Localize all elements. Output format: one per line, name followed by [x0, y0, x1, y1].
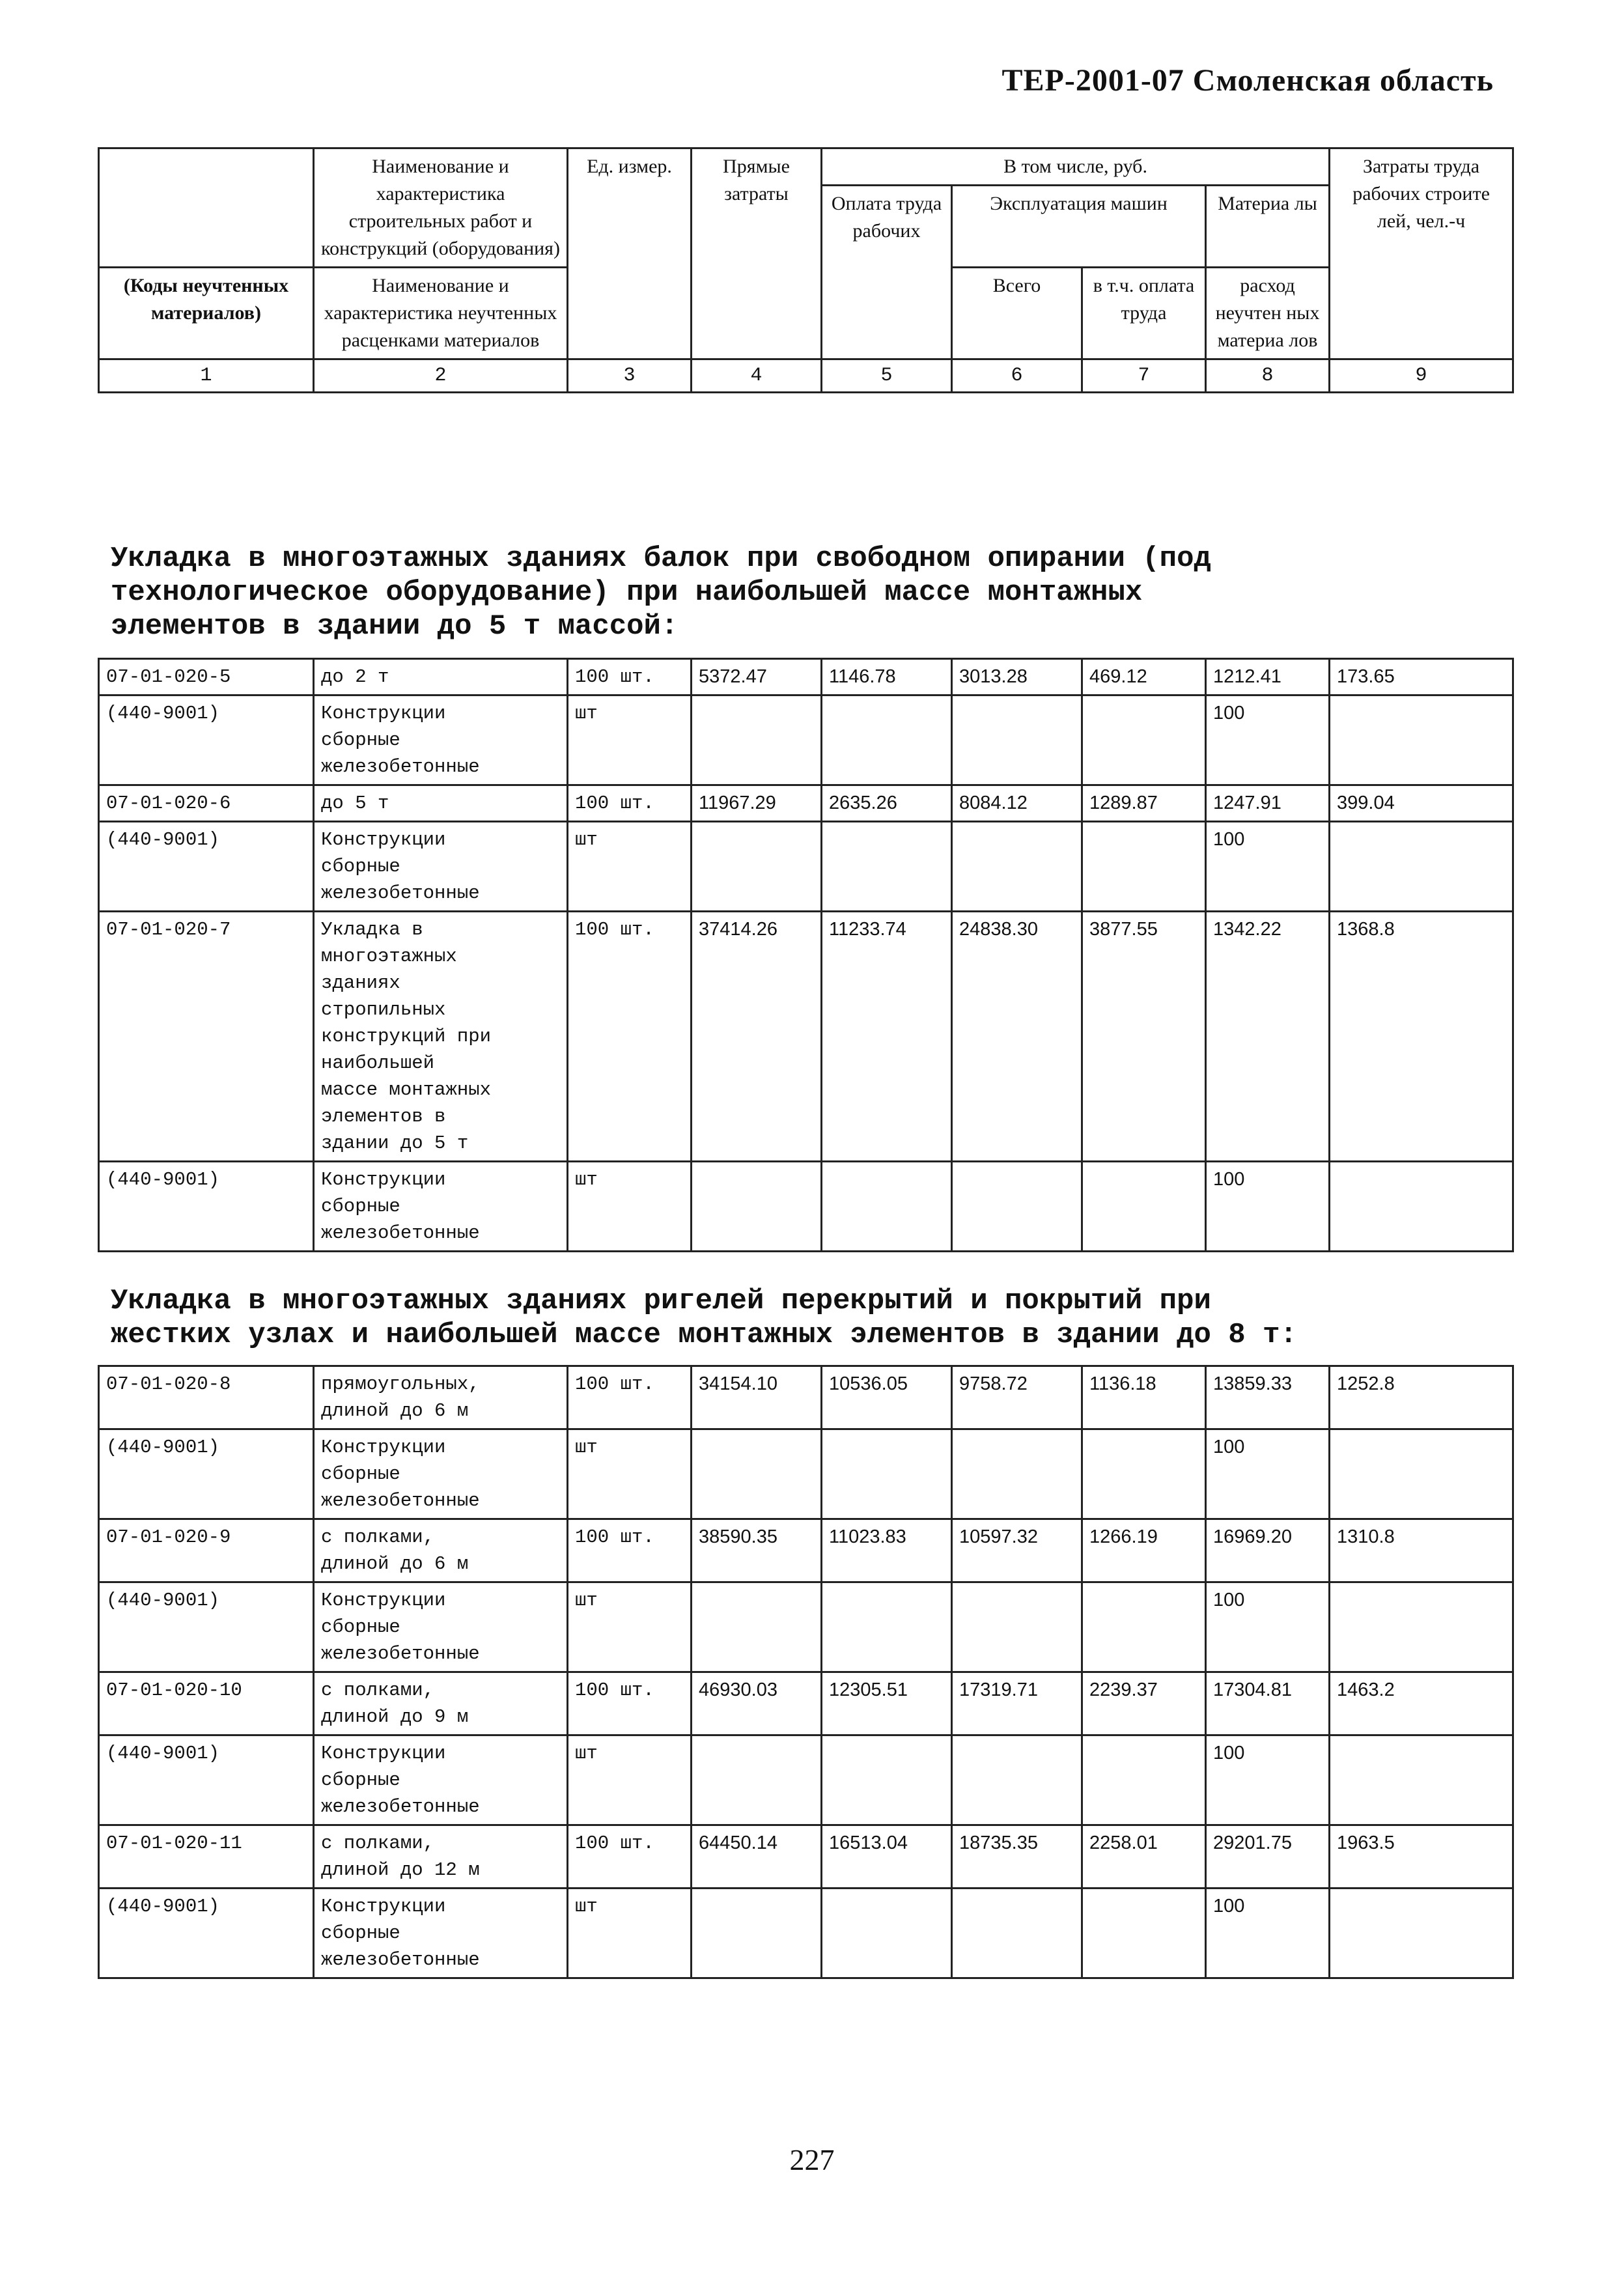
machine-labor-cell: 3877.55	[1082, 912, 1206, 1162]
labor-hours-cell: 1963.5	[1330, 1825, 1513, 1889]
machine-total-cell: 8084.12	[952, 785, 1082, 822]
direct-costs-cell: 46930.03	[692, 1672, 822, 1735]
item-name: до 5 т	[314, 785, 568, 822]
incl-rub-header: В том числе, руб.	[822, 148, 1330, 186]
section-1-table	[98, 658, 1514, 1252]
rate-code: 07-01-020-6	[99, 785, 314, 822]
machine-total-cell: 10597.32	[952, 1519, 1082, 1582]
labor-pay-cell: 2635.26	[822, 785, 952, 822]
section-1-title: Укладка в многоэтажных зданиях балок при свободном опирании (под технологическое оборудование) при наибольшей массе монтажных элементов в здании до 5 т массой:	[111, 542, 1211, 643]
item-name: Конструкции сборные железобетонные	[314, 1429, 568, 1519]
materials-cell: 100	[1206, 1735, 1330, 1825]
labor-pay-cell: 11023.83	[822, 1519, 952, 1582]
labor-pay-cell	[822, 1889, 952, 1978]
rate-code: 07-01-020-10	[99, 1672, 314, 1735]
item-name: Конструкции сборные железобетонные	[314, 1735, 568, 1825]
column-number: 3	[568, 359, 692, 393]
materials-cell: 100	[1206, 1429, 1330, 1519]
machine-labor-cell	[1082, 1582, 1206, 1672]
machine-labor-cell: 2239.37	[1082, 1672, 1206, 1735]
item-name: Конструкции сборные железобетонные	[314, 695, 568, 785]
labor-hours-cell: 1368.8	[1330, 912, 1513, 1162]
labor-pay-cell	[822, 695, 952, 785]
item-name: до 2 т	[314, 659, 568, 695]
machine-total-cell	[952, 1735, 1082, 1825]
item-name: Укладка в многоэтажных зданиях стропильных конструкций при наибольшей массе монтажных элементов в здании до 5 т	[314, 912, 568, 1162]
machine-total-cell	[952, 1889, 1082, 1978]
rate-row	[99, 912, 1513, 1162]
rate-row	[99, 785, 1513, 822]
machine-total-cell: 17319.71	[952, 1672, 1082, 1735]
unit-cell: 100 шт.	[568, 1825, 692, 1889]
labor-pay-cell	[822, 1735, 952, 1825]
item-name: с полками, длиной до 12 м	[314, 1825, 568, 1889]
machine-operation-header: Эксплуатация машин	[952, 186, 1206, 268]
unit-cell: шт	[568, 1582, 692, 1672]
item-name: Конструкции сборные железобетонные	[314, 1889, 568, 1978]
rate-row	[99, 659, 1513, 695]
rate-code: (440-9001)	[99, 1429, 314, 1519]
column-number: 4	[692, 359, 822, 393]
material-name-header: Наименование и характеристика неучтенных расценками материалов	[314, 268, 568, 359]
unaccounted-materials-header: расход неучтен ных материа лов	[1206, 268, 1330, 359]
labor-pay-cell	[822, 1582, 952, 1672]
direct-costs-cell: 64450.14	[692, 1825, 822, 1889]
machine-labor-cell	[1082, 1889, 1206, 1978]
machine-labor-header: в т.ч. оплата труда	[1082, 268, 1206, 359]
rate-code: (440-9001)	[99, 1162, 314, 1252]
column-number: 2	[314, 359, 568, 393]
rate-code: (440-9001)	[99, 1735, 314, 1825]
direct-costs-cell	[692, 1582, 822, 1672]
material-row	[99, 1735, 1513, 1825]
unit-cell: шт	[568, 695, 692, 785]
direct-costs-cell: 34154.10	[692, 1366, 822, 1429]
labor-hours-cell: 173.65	[1330, 659, 1513, 695]
unit-cell: 100 шт.	[568, 659, 692, 695]
column-header-table	[98, 147, 1514, 393]
machine-total-cell: 9758.72	[952, 1366, 1082, 1429]
machine-total-cell	[952, 1429, 1082, 1519]
labor-pay-cell	[822, 1162, 952, 1252]
rate-row	[99, 1366, 1513, 1429]
labor-pay-header: Оплата труда рабочих	[822, 186, 952, 359]
rate-row	[99, 1519, 1513, 1582]
machine-labor-cell: 2258.01	[1082, 1825, 1206, 1889]
rate-code: (440-9001)	[99, 822, 314, 912]
rate-code: (440-9001)	[99, 695, 314, 785]
unit-cell: шт	[568, 1889, 692, 1978]
labor-pay-cell: 12305.51	[822, 1672, 952, 1735]
unit-cell: шт	[568, 1162, 692, 1252]
direct-costs-cell: 38590.35	[692, 1519, 822, 1582]
unit-cell: шт	[568, 1735, 692, 1825]
materials-cell: 100	[1206, 1582, 1330, 1672]
materials-cell: 13859.33	[1206, 1366, 1330, 1429]
rate-code: (440-9001)	[99, 1582, 314, 1672]
direct-costs-header: Прямые затраты	[692, 148, 822, 359]
machine-total-cell	[952, 1162, 1082, 1252]
rate-code: 07-01-020-5	[99, 659, 314, 695]
materials-header: Материа лы	[1206, 186, 1330, 268]
labor-costs-header: Затраты труда рабочих строите лей, чел.-ч	[1330, 148, 1513, 359]
item-name: Конструкции сборные железобетонные	[314, 1582, 568, 1672]
direct-costs-cell	[692, 822, 822, 912]
machine-labor-cell: 1289.87	[1082, 785, 1206, 822]
section-2-title: Укладка в многоэтажных зданиях ригелей перекрытий и покрытий при жестких узлах и наибольшей массе монтажных элементов в здании до 8 т:	[111, 1285, 1297, 1351]
labor-pay-cell: 10536.05	[822, 1366, 952, 1429]
direct-costs-cell	[692, 1889, 822, 1978]
labor-hours-cell	[1330, 1582, 1513, 1672]
materials-cell: 1212.41	[1206, 659, 1330, 695]
direct-costs-cell	[692, 1735, 822, 1825]
machine-labor-cell	[1082, 695, 1206, 785]
labor-hours-cell: 1463.2	[1330, 1672, 1513, 1735]
machine-labor-cell: 469.12	[1082, 659, 1206, 695]
column-number: 8	[1206, 359, 1330, 393]
materials-cell: 17304.81	[1206, 1672, 1330, 1735]
rate-code: 07-01-020-8	[99, 1366, 314, 1429]
machine-labor-cell: 1266.19	[1082, 1519, 1206, 1582]
labor-hours-cell	[1330, 1162, 1513, 1252]
labor-pay-cell	[822, 822, 952, 912]
materials-cell: 1247.91	[1206, 785, 1330, 822]
machine-total-cell: 3013.28	[952, 659, 1082, 695]
labor-hours-cell: 1252.8	[1330, 1366, 1513, 1429]
materials-cell: 100	[1206, 695, 1330, 785]
material-row	[99, 822, 1513, 912]
item-name: с полками, длиной до 6 м	[314, 1519, 568, 1582]
column-number: 9	[1330, 359, 1513, 393]
rate-row	[99, 1672, 1513, 1735]
machine-labor-cell	[1082, 1735, 1206, 1825]
labor-hours-cell: 399.04	[1330, 785, 1513, 822]
material-row	[99, 695, 1513, 785]
codes-header: (Коды неучтенных материалов)	[99, 268, 314, 359]
labor-hours-cell	[1330, 695, 1513, 785]
labor-hours-cell	[1330, 1429, 1513, 1519]
unit-cell: 100 шт.	[568, 1366, 692, 1429]
column-number: 7	[1082, 359, 1206, 393]
direct-costs-cell	[692, 1162, 822, 1252]
labor-hours-cell: 1310.8	[1330, 1519, 1513, 1582]
material-row	[99, 1889, 1513, 1978]
materials-cell: 1342.22	[1206, 912, 1330, 1162]
material-row	[99, 1162, 1513, 1252]
direct-costs-cell: 11967.29	[692, 785, 822, 822]
rate-code: 07-01-020-7	[99, 912, 314, 1162]
labor-hours-cell	[1330, 1889, 1513, 1978]
document-title: ТЕР-2001-07 Смоленская область	[1001, 63, 1494, 98]
materials-cell: 100	[1206, 1162, 1330, 1252]
direct-costs-cell	[692, 1429, 822, 1519]
machine-total-cell	[952, 695, 1082, 785]
material-row	[99, 1582, 1513, 1672]
labor-pay-cell: 1146.78	[822, 659, 952, 695]
machine-labor-cell	[1082, 1162, 1206, 1252]
item-name: с полками, длиной до 9 м	[314, 1672, 568, 1735]
materials-cell: 100	[1206, 822, 1330, 912]
unit-header: Ед. измер.	[568, 148, 692, 359]
column-number: 1	[99, 359, 314, 393]
column-number: 5	[822, 359, 952, 393]
column-number: 6	[952, 359, 1082, 393]
unit-cell: 100 шт.	[568, 785, 692, 822]
labor-pay-cell: 11233.74	[822, 912, 952, 1162]
materials-cell: 29201.75	[1206, 1825, 1330, 1889]
direct-costs-cell: 5372.47	[692, 659, 822, 695]
item-name: прямоугольных, длиной до 6 м	[314, 1366, 568, 1429]
codes-header-top	[99, 148, 314, 268]
direct-costs-cell	[692, 695, 822, 785]
unit-cell: 100 шт.	[568, 912, 692, 1162]
machine-total-cell	[952, 1582, 1082, 1672]
unit-cell: шт	[568, 1429, 692, 1519]
unit-cell: 100 шт.	[568, 1519, 692, 1582]
unit-cell: шт	[568, 822, 692, 912]
labor-pay-cell: 16513.04	[822, 1825, 952, 1889]
labor-pay-cell	[822, 1429, 952, 1519]
direct-costs-cell: 37414.26	[692, 912, 822, 1162]
rate-code: 07-01-020-9	[99, 1519, 314, 1582]
machine-total-cell: 18735.35	[952, 1825, 1082, 1889]
machine-total-cell	[952, 822, 1082, 912]
machine-total-header: Всего	[952, 268, 1082, 359]
rate-code: 07-01-020-11	[99, 1825, 314, 1889]
machine-labor-cell: 1136.18	[1082, 1366, 1206, 1429]
work-name-header: Наименование и характеристика строительных работ и конструкций (оборудования)	[314, 148, 568, 268]
section-2-table	[98, 1365, 1514, 1979]
item-name: Конструкции сборные железобетонные	[314, 1162, 568, 1252]
machine-total-cell: 24838.30	[952, 912, 1082, 1162]
rate-code: (440-9001)	[99, 1889, 314, 1978]
page-number: 227	[789, 2143, 835, 2176]
materials-cell: 16969.20	[1206, 1519, 1330, 1582]
item-name: Конструкции сборные железобетонные	[314, 822, 568, 912]
labor-hours-cell	[1330, 1735, 1513, 1825]
rate-row	[99, 1825, 1513, 1889]
machine-labor-cell	[1082, 822, 1206, 912]
labor-hours-cell	[1330, 822, 1513, 912]
unit-cell: 100 шт.	[568, 1672, 692, 1735]
materials-cell: 100	[1206, 1889, 1330, 1978]
machine-labor-cell	[1082, 1429, 1206, 1519]
material-row	[99, 1429, 1513, 1519]
